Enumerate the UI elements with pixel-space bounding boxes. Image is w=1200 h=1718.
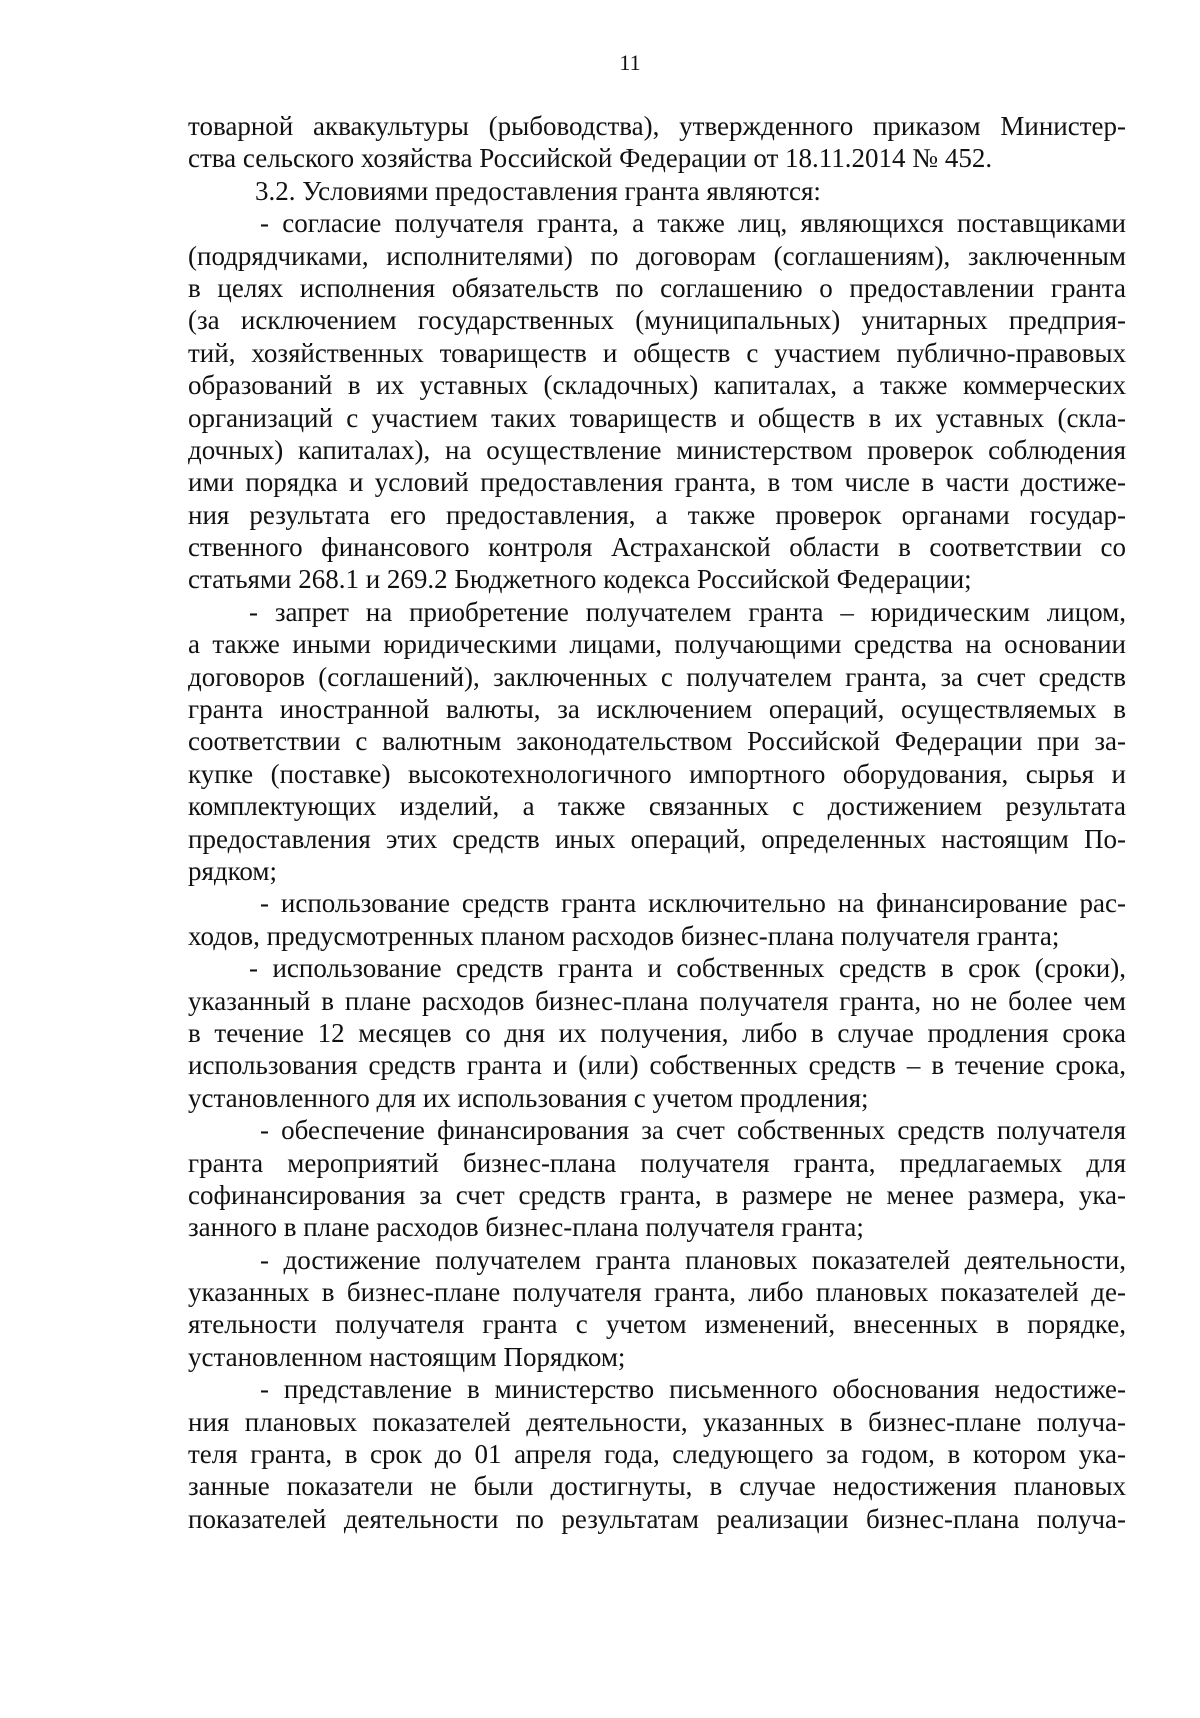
text-line: соответствии с валютным законодательством Российской Федерации при за-: [188, 726, 1126, 757]
text-line: образований в их уставных (складочных) капиталах, а также коммерческих: [188, 370, 1126, 401]
text-line: - представление в министерство письменного обоснования недостиже-: [260, 1374, 1126, 1405]
text-line: тий, хозяйственных товариществ и обществ с участием публично-правовых: [188, 337, 1126, 368]
text-line: 3.2. Условиями предоставления гранта являются:: [255, 175, 821, 206]
text-line: - использование средств гранта исключительно на финансирование рас-: [260, 888, 1126, 919]
text-line: ния плановых показателей деятельности, указанных в бизнес-плане получа-: [188, 1406, 1126, 1437]
text-line: софинансирования за счет средств гранта, в размере не менее размера, ука-: [188, 1179, 1126, 1210]
text-line: указанных в бизнес-плане получателя гранта, либо плановых показателей де-: [188, 1277, 1126, 1308]
text-line: ходов, предусмотренных планом расходов бизнес-плана получателя гранта;: [188, 920, 1060, 951]
text-line: указанный в плане расходов бизнес-плана получателя гранта, но не более чем: [188, 985, 1126, 1016]
text-line: в целях исполнения обязательств по соглашению о предоставлении гранта: [188, 272, 1126, 303]
text-line: гранта мероприятий бизнес-плана получателя гранта, предлагаемых для: [188, 1147, 1126, 1178]
text-line: использования средств гранта и (или) собственных средств – в течение срока,: [188, 1050, 1126, 1081]
text-line: установленном настоящим Порядком;: [188, 1341, 626, 1372]
text-line: - использование средств гранта и собственных средств в срок (сроки),: [249, 953, 1126, 984]
text-line: занные показатели не были достигнуты, в случае недостижения плановых: [188, 1471, 1126, 1502]
text-line: теля гранта, в срок до 01 апреля года, следующего за годом, в котором ука-: [188, 1439, 1126, 1470]
text-line: а также иными юридическими лицами, получающими средства на основании: [188, 629, 1126, 660]
text-line: предоставления этих средств иных операций, определенных настоящим По-: [188, 823, 1126, 854]
text-line: купке (поставке) высокотехнологичного импортного оборудования, сырья и: [188, 758, 1126, 789]
text-line: дочных) капиталах), на осуществление министерством проверок соблюдения: [188, 434, 1126, 465]
text-line: - запрет на приобретение получателем гранта – юридическим лицом,: [249, 596, 1126, 627]
text-line: занного в плане расходов бизнес-плана получателя гранта;: [188, 1212, 864, 1243]
text-line: - достижение получателем гранта плановых показателей деятельности,: [260, 1244, 1126, 1275]
text-line: товарной аквакультуры (рыбоводства), утвержденного приказом Министер-: [188, 111, 1126, 141]
text-line: ятельности получателя гранта с учетом изменений, внесенных в порядке,: [188, 1309, 1126, 1340]
text-line: установленного для их использования с учетом продления;: [188, 1082, 869, 1113]
page-number: 11: [619, 50, 641, 75]
document-body: [188, 110, 1126, 1535]
text-line: в течение 12 месяцев со дня их получения, либо в случае продления срока: [188, 1017, 1126, 1048]
text-line: показателей деятельности по результатам реализации бизнес-плана получа-: [188, 1503, 1126, 1534]
text-line: ства сельского хозяйства Российской Федерации от 18.11.2014 № 452.: [188, 143, 993, 174]
text-line: договоров (соглашений), заключенных с получателем гранта, за счет средств: [188, 661, 1126, 692]
text-line: ими порядка и условий предоставления гранта, в том числе в части достиже-: [188, 467, 1126, 498]
text-line: гранта иностранной валюты, за исключением операций, осуществляемых в: [188, 694, 1126, 725]
text-line: - согласие получателя гранта, а также лиц, являющихся поставщиками: [260, 208, 1126, 239]
text-line: (подрядчиками, исполнителями) по договорам (соглашениям), заключенным: [188, 240, 1126, 271]
text-line: рядком;: [188, 855, 277, 886]
text-line: комплектующих изделий, а также связанных с достижением результата: [188, 791, 1126, 822]
text-line: статьями 268.1 и 269.2 Бюджетного кодекса Российской Федерации;: [188, 564, 972, 595]
text-line: - обеспечение финансирования за счет собственных средств получателя: [260, 1115, 1126, 1146]
text-line: ственного финансового контроля Астраханской области в соответствии со: [188, 532, 1126, 563]
text-line: ния результата его предоставления, а также проверок органами государ-: [188, 499, 1126, 530]
text-line: (за исключением государственных (муниципальных) унитарных предприя-: [188, 305, 1126, 336]
text-line: организаций с участием таких товариществ и обществ в их уставных (скла-: [188, 402, 1126, 433]
